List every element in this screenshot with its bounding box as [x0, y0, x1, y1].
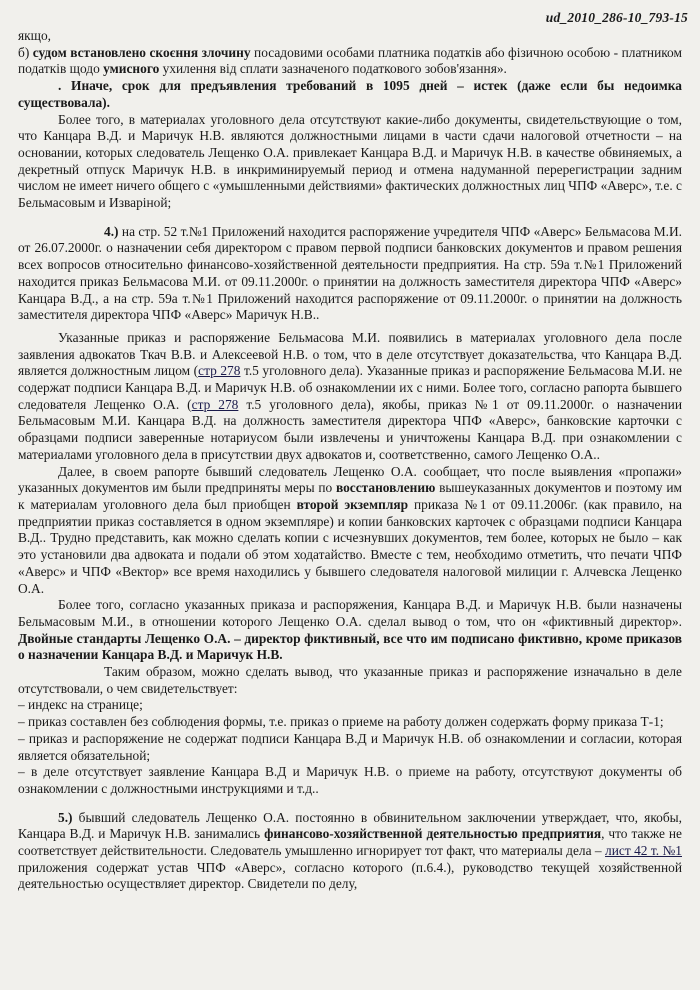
- document-id: ud_2010_286-10_793-15: [545, 10, 688, 25]
- paragraph-9: Таким образом, можно сделать вывод, что указанные приказ и распоряжение изначально в деле отсутствовали, о чем свидетельствует:: [18, 664, 682, 696]
- text-run: , что также не соответствует действительности. Следователь умышленно игнорирует тот факт, что материалы дела –: [18, 826, 682, 859]
- bold-run: . Иначе, срок для предъявления требований в 1095 дней – истек (даже если бы недоимка существовала).: [18, 78, 682, 110]
- text-run: посадовими особами платника податків або фізичною особою - платником податків щодо: [18, 44, 682, 77]
- list-item: – в деле отсутствует заявление Канцара В.Д и Маричук Н.В. о приеме на работу, отсутствуют документы об ознакомлении с должностными инструкциями и т.д..: [18, 764, 682, 796]
- paragraph-1: якщо,: [18, 28, 52, 43]
- paragraph-item-5: [18, 810, 682, 894]
- text-run: на стр. 52 т.№1 Приложений находится распоряжение учредителя ЧПФ «Аверс» Бельмасова М.И. от 26.07.2000г. о назначении себя директором с правом первой подписи банковских документов и правом решения всех вопросов относительно финансово-хозяйственной деятельности предприятия. На стр. 59а т.№1 Приложений находится приказ Бельмасова М.И. от 09.11.2000г. о принятии на должность заместителя директора ЧПФ «Аверс» Канцара В.Д., а на стр. 59а т.№1 Приложений находится распоряжение от 09.11.2000г. о принятии на должность заместителя директора ЧПФ «Аверс» Маричук Н.В..: [18, 223, 682, 323]
- bold-run: финансово-хозяйственной деятельностью предприятия: [264, 826, 602, 842]
- bold-run: умисного: [103, 61, 160, 77]
- paragraph-7: [18, 464, 682, 598]
- page-reference-link[interactable]: стр 278: [198, 363, 241, 379]
- text-run: т.5 уголовного дела). Указанные приказ и распоряжение Бельмасова М.И. не содержат подписи Канцара В.Д. и Маричук Н.В. об ознакомлении их с ними. Более того, согласно рапорта бывшего следователя Лещенко О.А. (: [18, 363, 683, 412]
- bold-run: судом встановлено скоєння злочину: [32, 44, 251, 60]
- paragraph-item-4: [18, 224, 682, 324]
- list-item: – индекс на странице;: [18, 697, 143, 713]
- text-run: Далее, в своем рапорте бывший следователь Лещенко О.А. сообщает, что после выявления «пропажи» указанных документов им были предприняты меры по: [18, 463, 682, 496]
- text-run: приказа №1 от 09.11.2006г. (как правило, на предприятии приказ составляется в одном экземпляре) и копии банковских карточек с образцами подписи Канцара В.Д.. Трудно представить, как можно сделать копии с исчезнувших документов, тем более, которых не было – как это установили два адвоката и подали об этом ходатайство. Вместе с тем, необходимо отметить, что печати ЧПФ «Аверс» и ЧПФ «Вектор» все время находились у бывшего следователя налоговой милиции г. Алчевска Лещенко О.А.: [18, 496, 682, 596]
- paragraph-3: [18, 78, 682, 111]
- page-reference-link[interactable]: стр 278: [191, 396, 239, 412]
- text-run: Более того, согласно указанных приказа и распоряжения, Канцара В.Д. и Маричук Н.В. были назначены Бельмасовым М.И., в отношении которого Лещенко О.А. сделал вывод о том, что он «фиктивный директор».: [18, 597, 682, 629]
- list-item: – приказ и распоряжение не содержат подписи Канцара В.Д и Маричук Н.В. об ознакомлении и согласии, которая является обязательной;: [18, 730, 682, 763]
- bold-run: Двойные стандарты Лещенко О.А. – директор фиктивный, все что им подписано фиктивно, кроме приказов о назначении Канцара В.Д. и Маричук Н.В.: [18, 630, 682, 663]
- paragraph-6: [18, 330, 682, 464]
- bold-run: второй экземпляр: [296, 496, 409, 512]
- item-number: 5.): [58, 809, 73, 825]
- text-run: приложения содержат устав ЧПФ «Аверс», согласно которого (п.6.4.), руководство текущей хозяйственной деятельностью осуществляет директор. Свидетели по делу,: [18, 859, 682, 892]
- paragraph-8: [18, 597, 682, 664]
- text-run: Указанные приказ и распоряжение Бельмасова М.И. появились в материалах уголовного дела после заявления адвокатов Ткач В.В. и Алексеевой Н.В. о том, что в деле отсутствует доказательства, что Канцара В.Д. является должностным лицом (: [18, 329, 682, 379]
- document-body: [18, 28, 682, 893]
- bold-run: восстановлению: [335, 480, 436, 496]
- item-number: 4.): [104, 223, 119, 239]
- text-run: т.5 уголовного дела), якобы, приказ №1 от 09.11.2000г. о назначении Бельмасовым М.И. Канцара В.Д. на должность заместителя директора ЧПФ «Аверс», банковские карточки с образцами подписи заверенные нотариусом были извлечены и уничтожены Канцара В.Д. при ознакомлении с материалами уголовного дела в присутствии двух адвокатов и, соответственно, самого Лещенко О.А..: [18, 396, 682, 462]
- list-item: – приказ составлен без соблюдения формы, т.е. приказ о приеме на работу должен содержать форму приказа Т-1;: [18, 714, 664, 730]
- paragraph-4: Более того, в материалах уголовного дела отсутствуют какие-либо документы, свидетельствующие о том, что Канцара В.Д. и Маричук Н.В. являются должностными лицами в части сдачи налоговой отчетности – на основании, которых следователь Лещенко О.А. привлекает Канцара В.Д. и Маричук Н.В. в качестве обвиняемых, а декретный отпуск Маричук Н.В. в инкриминируемый период и отмена надуманной перерегистрации задним числом не имеет ничего общего с «умышленными действиями» фактических должностных лиц ЧПФ «Аверс», т.е. с Бельмасовым и Изварiной;: [18, 111, 682, 211]
- text-run: ухилення від сплати зазначеного податкового зобов'язання».: [159, 61, 507, 77]
- page-reference-link[interactable]: лист 42 т. №1: [605, 843, 682, 859]
- text-run: бывший следователь Лещенко О.А. постоянно в обвинительном заключении утверждает, что, якобы, Канцара В.Д. и Маричук Н.В. занимались: [18, 809, 682, 842]
- text-run: б): [18, 44, 33, 60]
- text-run: вышеуказанных документов и поэтому им к материалам уголовного дела был приобщен: [18, 480, 682, 512]
- paragraph-2: [18, 45, 682, 78]
